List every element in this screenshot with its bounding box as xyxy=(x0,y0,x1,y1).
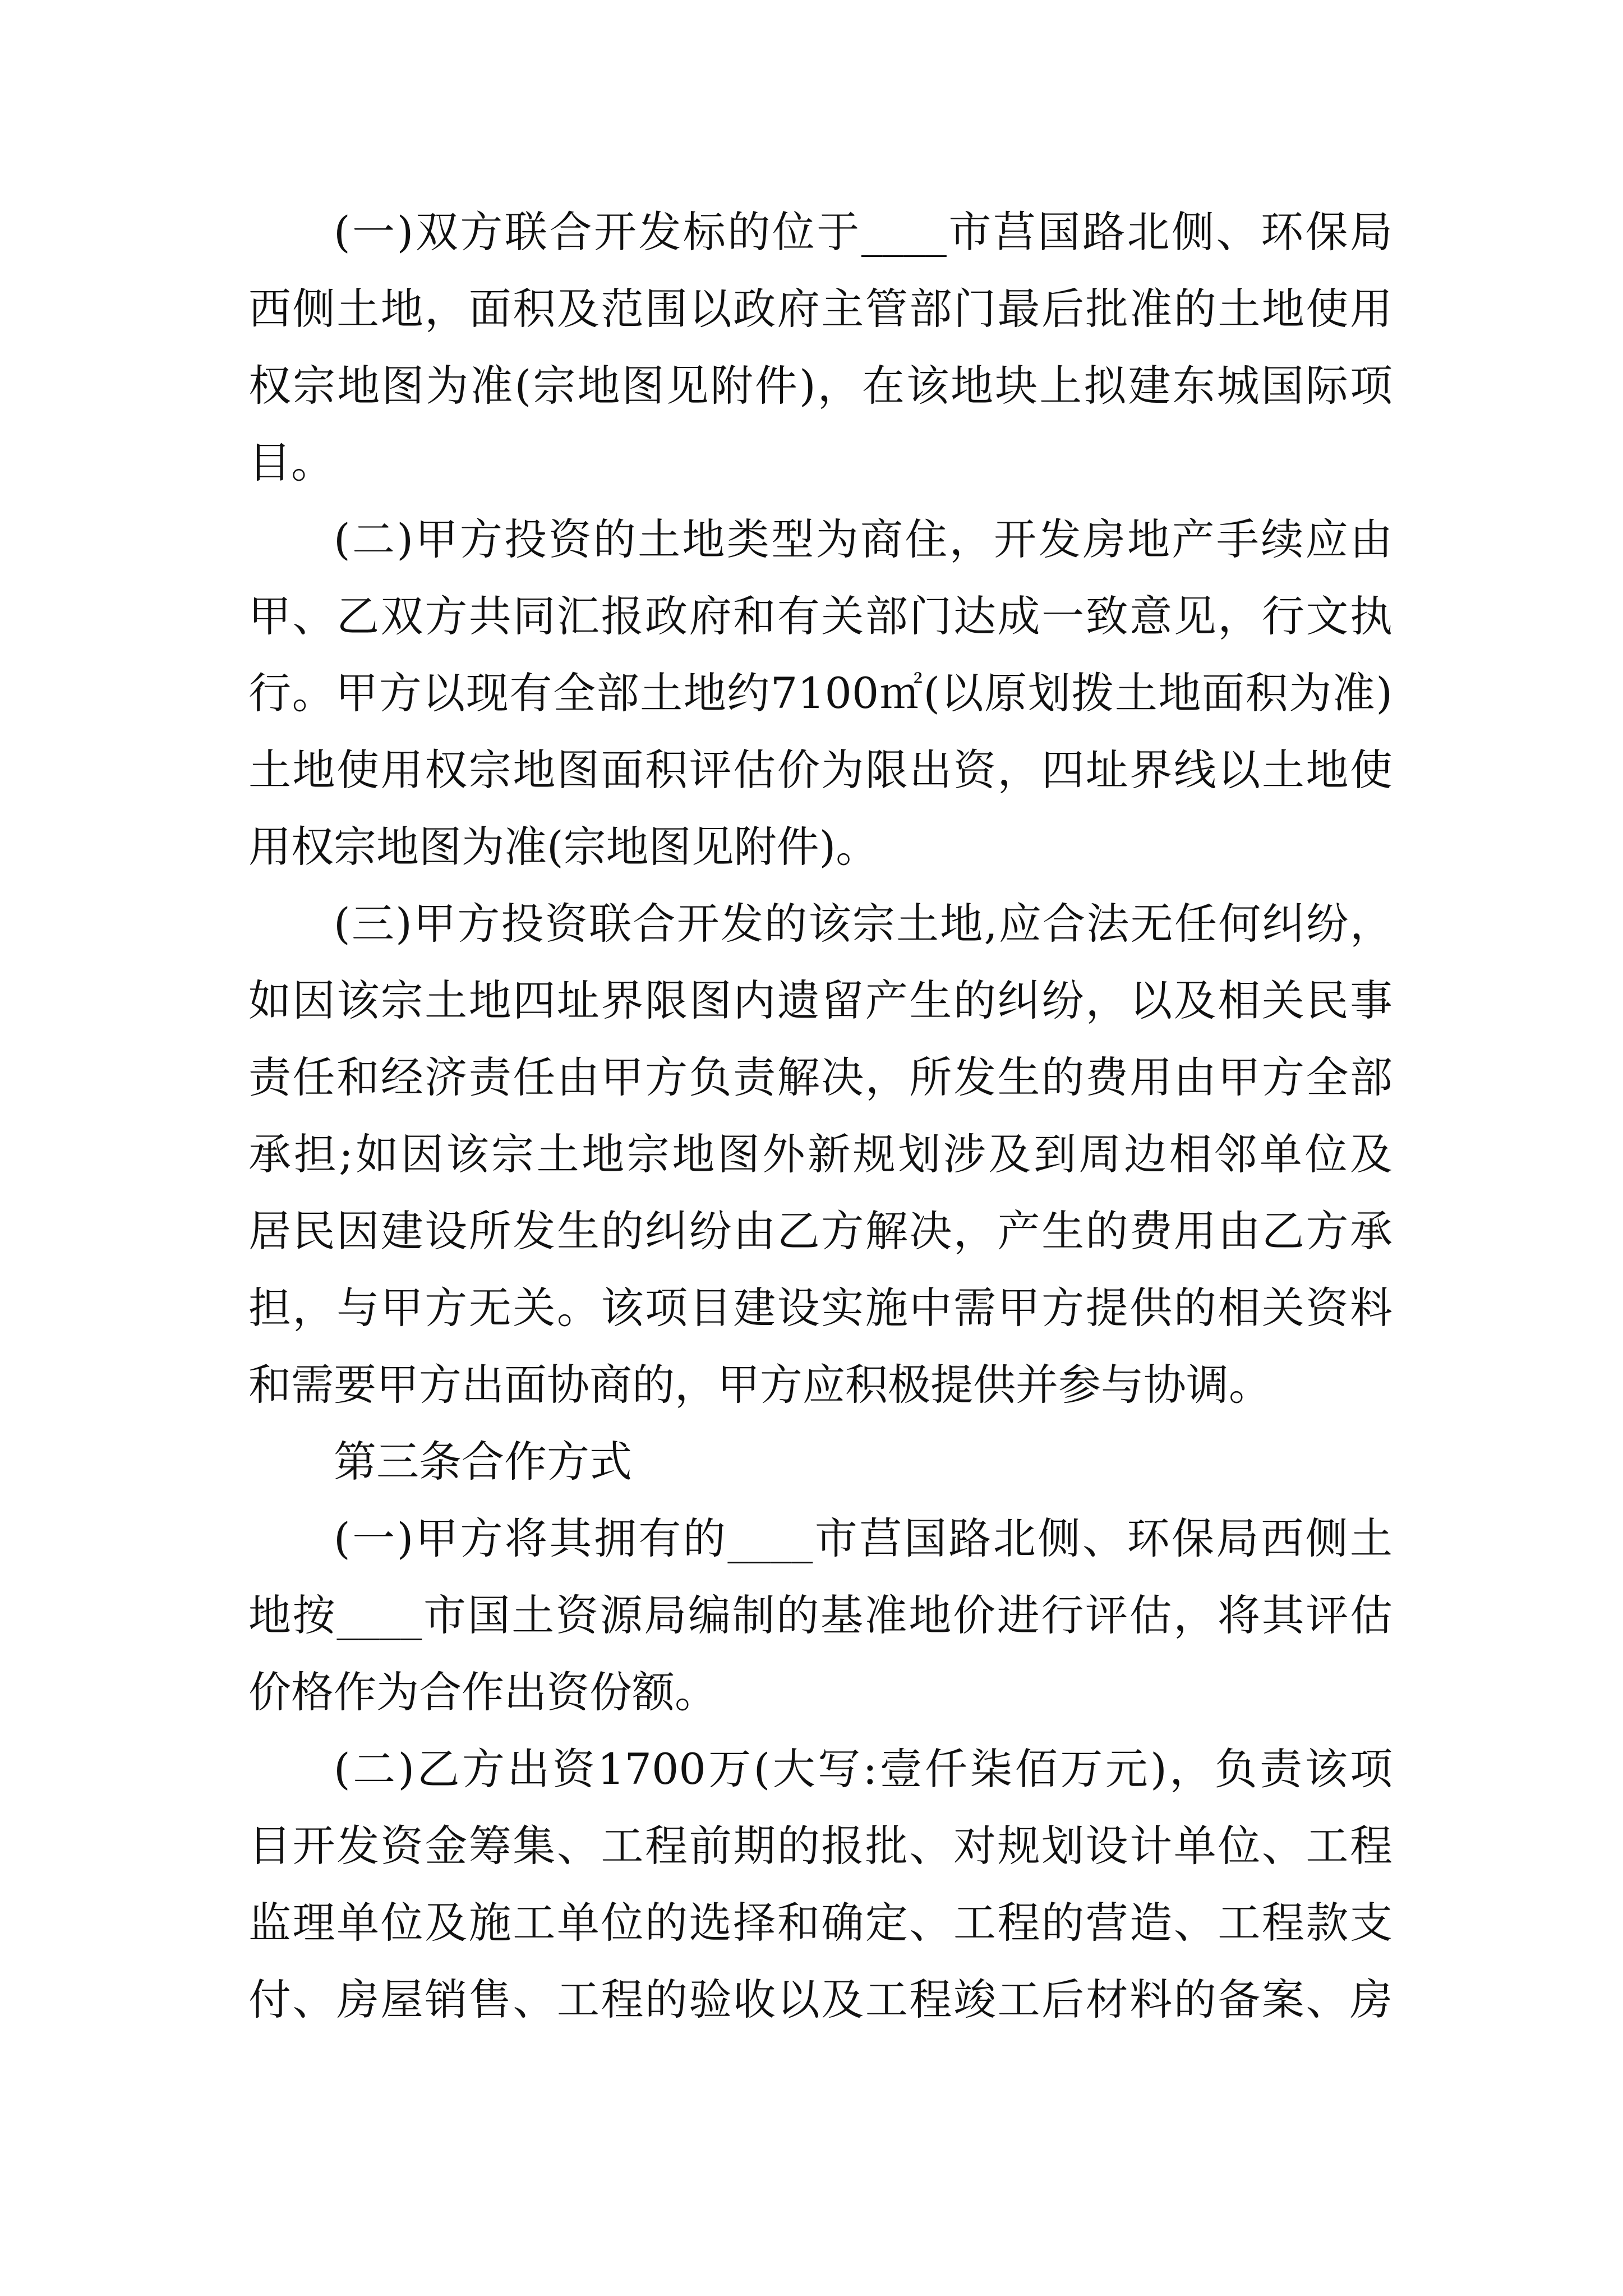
paragraph-line: (二)乙方出资1700万(大写:壹仟柒佰万元)，负责该项 xyxy=(334,1744,1393,1794)
paragraph-line: 目。 xyxy=(248,438,334,487)
paragraph-line: 价格作为合作出资份额。 xyxy=(248,1667,717,1717)
paragraph-line: 监理单位及施工单位的选择和确定、工程的营造、工程款支 xyxy=(248,1898,1393,1948)
paragraph-line: 责任和经济责任由甲方负责解决，所发生的费用由甲方全部 xyxy=(248,1052,1393,1102)
paragraph-line: (二)甲方投资的土地类型为商住，开发房地产手续应由 xyxy=(334,514,1393,564)
paragraph-line: (一)甲方将其拥有的____市莒国路北侧、环保局西侧土 xyxy=(334,1513,1393,1563)
paragraph-line: 用权宗地图为准(宗地图见附件)。 xyxy=(248,822,879,872)
paragraph-line: (三)甲方投资联合开发的该宗土地,应合法无任何纠纷， xyxy=(334,899,1393,949)
section-heading: 第三条合作方式 xyxy=(334,1437,632,1487)
document-body xyxy=(248,194,1393,2038)
paragraph-line: 担，与甲方无关。该项目建设实施中需甲方提供的相关资料 xyxy=(248,1283,1393,1333)
paragraph-line: 西侧土地，面积及范围以政府主管部门最后批准的土地使用 xyxy=(248,284,1393,334)
paragraph-line: 目开发资金筹集、工程前期的报批、对规划设计单位、工程 xyxy=(248,1821,1393,1871)
paragraph-line: 权宗地图为准(宗地图见附件)，在该地块上拟建东城国际项 xyxy=(248,361,1393,411)
paragraph-line: 如因该宗土地四址界限图内遗留产生的纠纷，以及相关民事 xyxy=(248,976,1393,1025)
paragraph-line: 和需要甲方出面协商的，甲方应积极提供并参与协调。 xyxy=(248,1360,1271,1410)
paragraph-line: 行。甲方以现有全部土地约7100㎡(以原划拨土地面积为准) xyxy=(248,668,1393,718)
paragraph-line: 土地使用权宗地图面积评估价为限出资，四址界线以土地使 xyxy=(248,745,1393,795)
paragraph-line: 居民因建设所发生的纠纷由乙方解决，产生的费用由乙方承 xyxy=(248,1206,1393,1256)
paragraph-line: (一)双方联合开发标的位于____市莒国路北侧、环保局 xyxy=(334,207,1393,257)
paragraph-line: 付、房屋销售、工程的验收以及工程竣工后材料的备案、房 xyxy=(248,1975,1393,2024)
paragraph-line: 承担;如因该宗土地宗地图外新规划涉及到周边相邻单位及 xyxy=(248,1129,1393,1179)
paragraph-line: 地按____市国土资源局编制的基准地价进行评估，将其评估 xyxy=(248,1590,1393,1640)
paragraph-line: 甲、乙双方共同汇报政府和有关部门达成一致意见，行文执 xyxy=(248,591,1393,641)
